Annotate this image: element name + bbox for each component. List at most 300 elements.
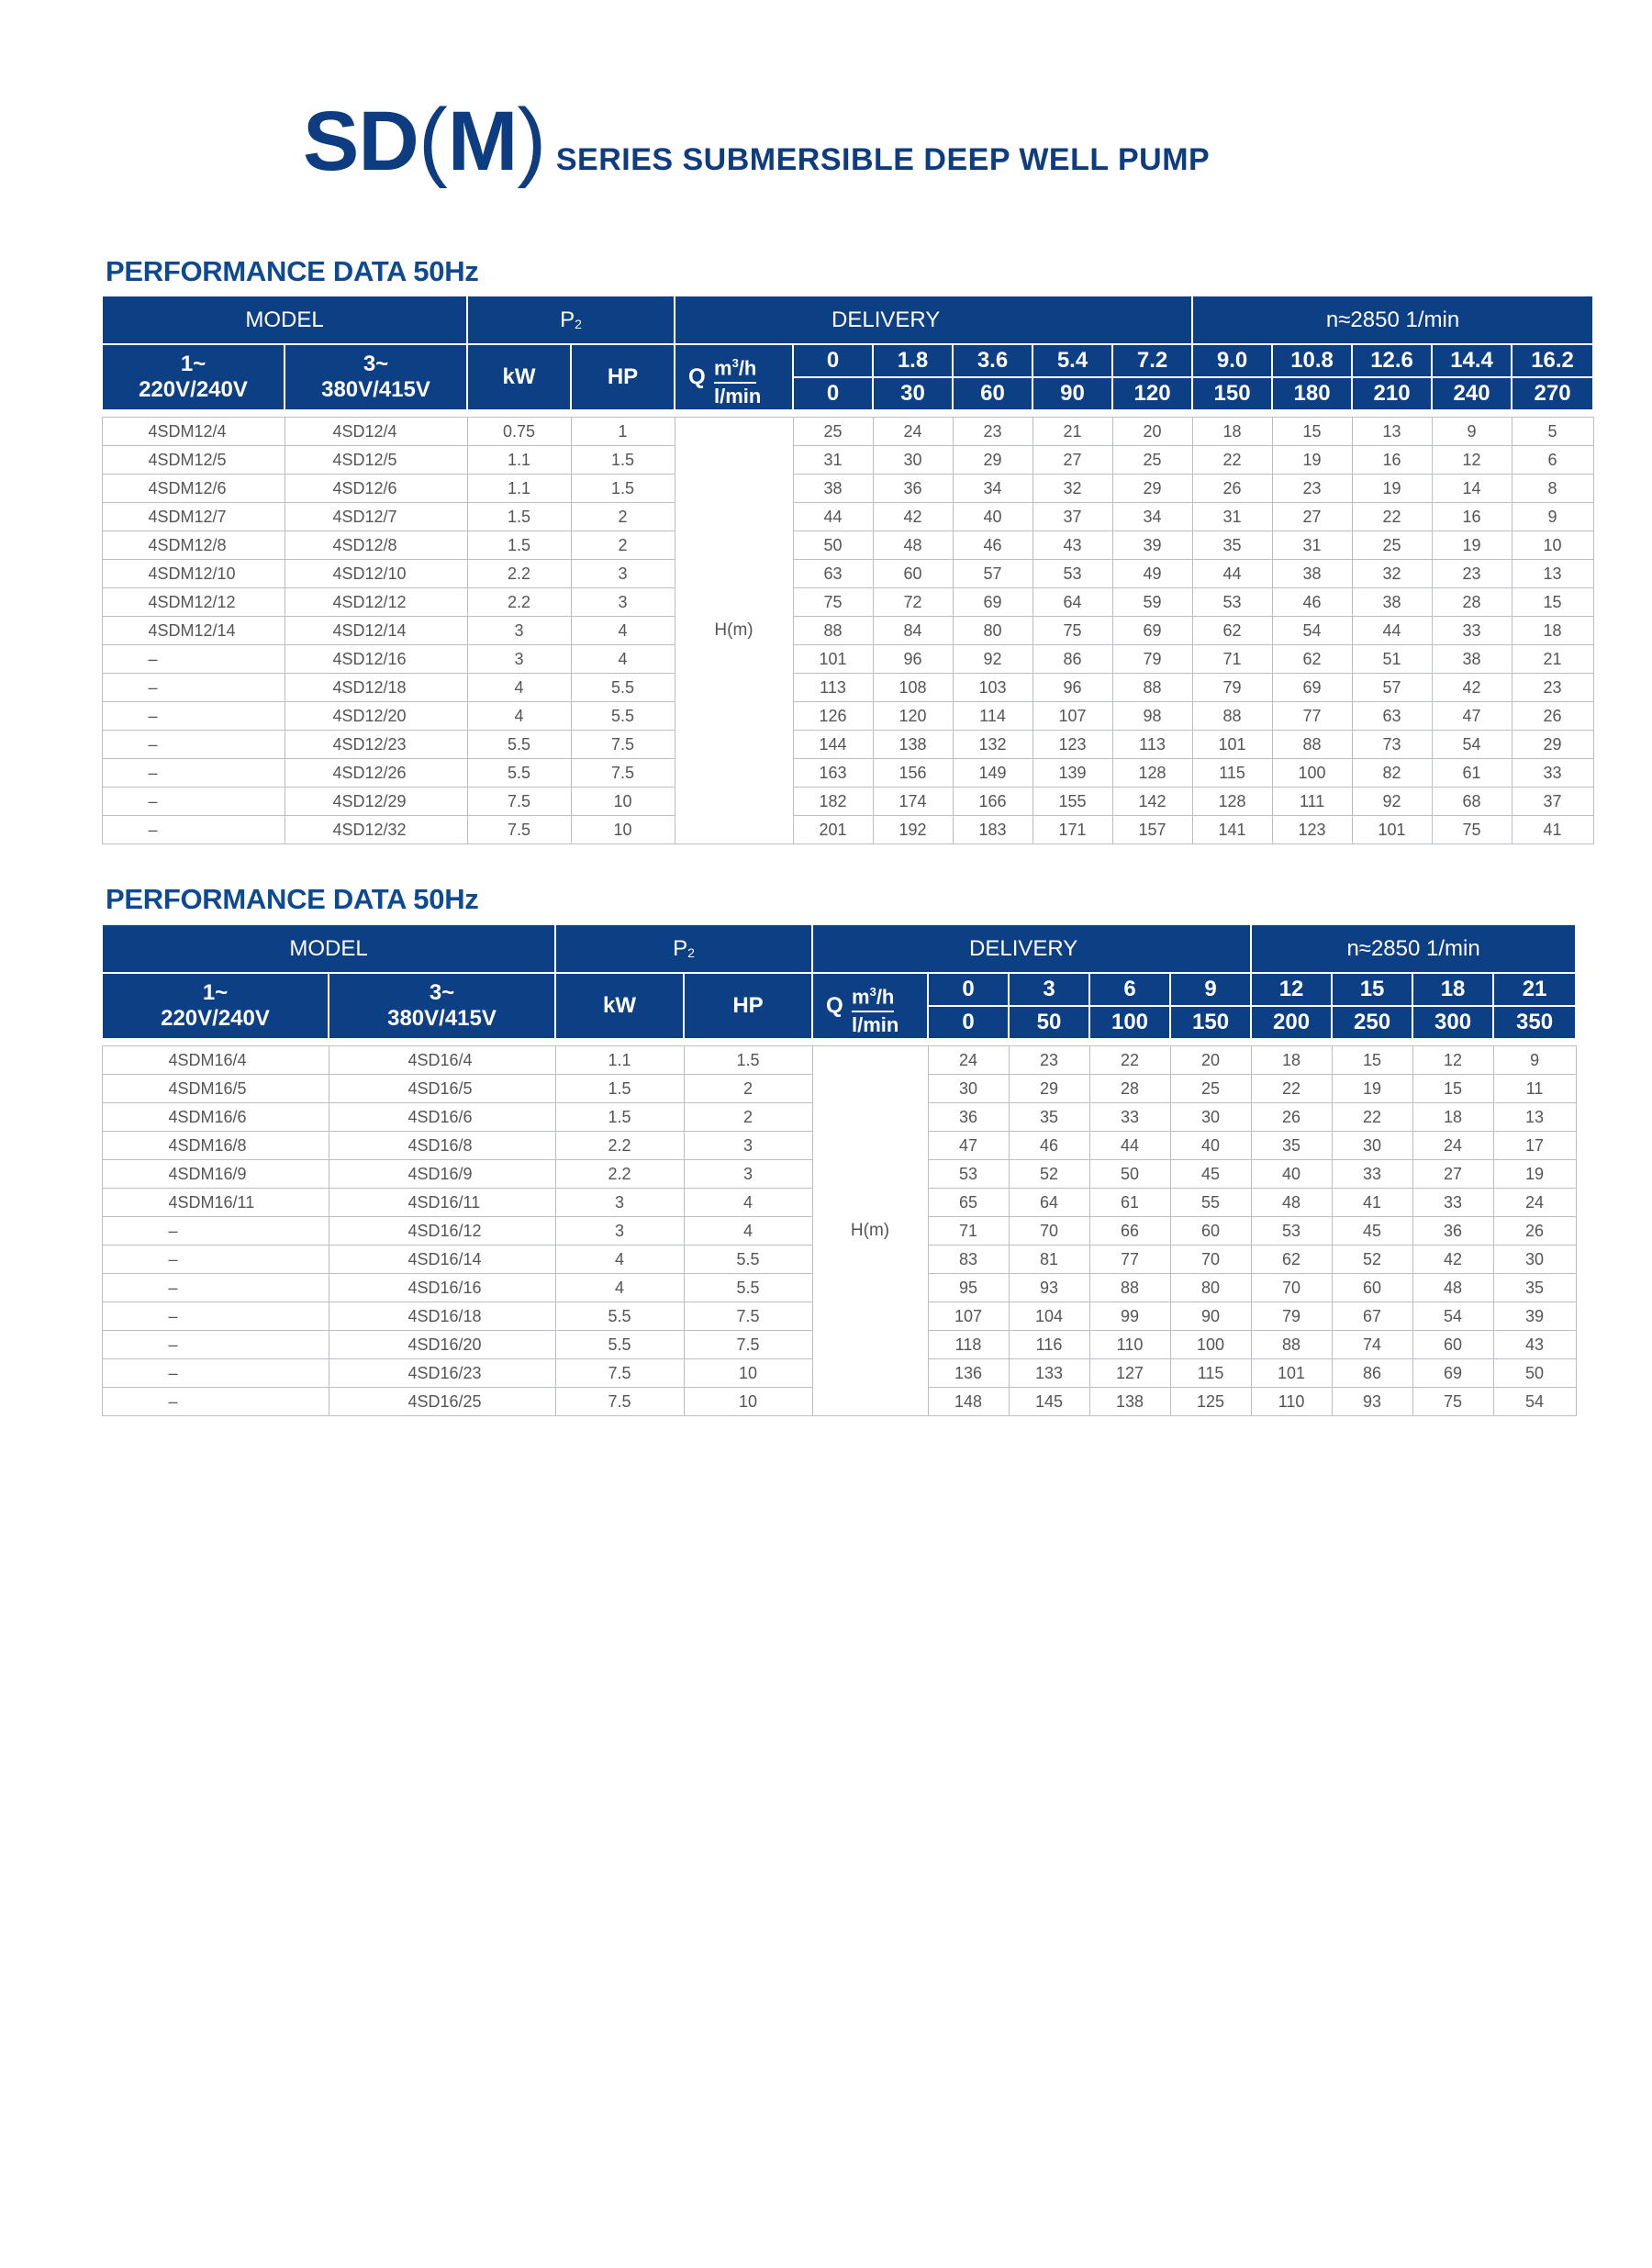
head-value: 48	[1412, 1274, 1493, 1302]
single-phase-model: –	[102, 702, 285, 731]
table-row	[102, 446, 1593, 475]
performance-table-1	[101, 295, 1594, 844]
power-hp: 5.5	[684, 1274, 812, 1302]
head-value: 25	[1112, 446, 1192, 475]
table-row	[102, 759, 1593, 788]
table-row	[102, 1046, 1576, 1075]
flow-m3h-value: 3.6	[953, 344, 1032, 377]
head-value: 57	[1352, 674, 1432, 702]
single-phase-model: 4SDM12/8	[102, 531, 285, 560]
title-subtitle: SERIES SUBMERSIBLE DEEP WELL PUMP	[555, 142, 1211, 177]
head-value: 88	[1112, 674, 1192, 702]
head-value: 16	[1432, 503, 1512, 531]
flow-unit-m3h	[714, 351, 756, 384]
flow-m3h-value: 14.4	[1432, 344, 1512, 377]
single-phase-model: –	[102, 674, 285, 702]
power-hp: 3	[684, 1132, 812, 1160]
flow-unit-header	[675, 344, 793, 410]
head-value: 171	[1032, 816, 1112, 844]
title-model-letter: M	[447, 95, 518, 188]
head-value: 201	[793, 816, 873, 844]
head-value: 16	[1352, 446, 1432, 475]
head-value: 27	[1272, 503, 1352, 531]
single-phase-model: –	[102, 1388, 329, 1416]
three-phase-model: 4SD16/25	[329, 1388, 555, 1416]
power-kw: 1.5	[555, 1075, 684, 1103]
head-label: H(m)	[812, 1046, 928, 1416]
head-value: 53	[928, 1160, 1009, 1189]
head-value: 31	[1272, 531, 1352, 560]
head-value: 42	[1432, 674, 1512, 702]
flow-m3h-value: 21	[1493, 973, 1576, 1006]
head-value: 55	[1170, 1189, 1251, 1217]
flow-m3h-value: 12.6	[1352, 344, 1432, 377]
flow-lmin-value: 150	[1192, 377, 1272, 410]
power-hp: 2	[571, 503, 675, 531]
head-value: 50	[1493, 1359, 1576, 1388]
head-value: 115	[1170, 1359, 1251, 1388]
head-value: 111	[1272, 788, 1352, 816]
head-value: 70	[1251, 1274, 1332, 1302]
head-value: 155	[1032, 788, 1112, 816]
single-phase-model: 4SDM16/9	[102, 1160, 329, 1189]
head-value: 41	[1332, 1189, 1412, 1217]
three-phase-header	[285, 344, 467, 410]
head-value: 24	[1493, 1189, 1576, 1217]
head-value: 113	[793, 674, 873, 702]
head-value: 88	[1272, 731, 1352, 759]
flow-m3h-value: 16.2	[1512, 344, 1593, 377]
flow-unit-header	[812, 973, 928, 1039]
flow-m3h-value: 6	[1089, 973, 1170, 1006]
three-phase-model: 4SD16/11	[329, 1189, 555, 1217]
head-value: 95	[928, 1274, 1009, 1302]
head-value: 141	[1192, 816, 1272, 844]
head-value: 108	[873, 674, 953, 702]
power-kw: 4	[467, 674, 571, 702]
head-value: 53	[1032, 560, 1112, 588]
power-hp: 1	[571, 418, 675, 446]
flow-lmin-value: 240	[1432, 377, 1512, 410]
head-value: 9	[1493, 1046, 1576, 1075]
head-value: 15	[1412, 1075, 1493, 1103]
power-kw: 2.2	[467, 588, 571, 617]
power-hp: 4	[684, 1217, 812, 1246]
table-row	[102, 645, 1593, 674]
single-phase-model: –	[102, 1302, 329, 1331]
head-value: 133	[1009, 1359, 1089, 1388]
head-value: 24	[1412, 1132, 1493, 1160]
head-value: 13	[1352, 418, 1432, 446]
single-phase-symbol: 1~	[180, 352, 206, 376]
power-hp: 10	[684, 1359, 812, 1388]
table-row	[102, 731, 1593, 759]
head-value: 116	[1009, 1331, 1089, 1359]
head-value: 136	[928, 1359, 1009, 1388]
head-value: 63	[793, 560, 873, 588]
power-kw: 3	[555, 1217, 684, 1246]
head-value: 25	[793, 418, 873, 446]
head-value: 11	[1493, 1075, 1576, 1103]
head-value: 88	[1251, 1331, 1332, 1359]
flow-lmin-value: 0	[793, 377, 873, 410]
flow-lmin-value: 100	[1089, 1006, 1170, 1039]
table-row	[102, 816, 1593, 844]
head-value: 79	[1251, 1302, 1332, 1331]
head-value: 86	[1332, 1359, 1412, 1388]
three-phase-model: 4SD12/7	[285, 503, 467, 531]
head-value: 60	[1412, 1331, 1493, 1359]
single-phase-model: –	[102, 1274, 329, 1302]
head-value: 88	[1192, 702, 1272, 731]
performance-table-2	[101, 923, 1577, 1416]
power-hp: 10	[571, 788, 675, 816]
head-value: 101	[1192, 731, 1272, 759]
table-row	[102, 475, 1593, 503]
head-value: 71	[928, 1217, 1009, 1246]
flow-lmin-value: 200	[1251, 1006, 1332, 1039]
head-value: 120	[873, 702, 953, 731]
head-value: 123	[1272, 816, 1352, 844]
head-value: 81	[1009, 1246, 1089, 1274]
flow-m3h-value: 1.8	[873, 344, 953, 377]
three-phase-model: 4SD12/29	[285, 788, 467, 816]
head-value: 86	[1032, 645, 1112, 674]
head-value: 75	[1412, 1388, 1493, 1416]
power-kw: 5.5	[467, 759, 571, 788]
power-hp: 10	[684, 1388, 812, 1416]
head-value: 70	[1009, 1217, 1089, 1246]
head-value: 23	[1512, 674, 1593, 702]
head-value: 72	[873, 588, 953, 617]
head-value: 35	[1251, 1132, 1332, 1160]
single-phase-model: 4SDM16/6	[102, 1103, 329, 1132]
head-value: 8	[1512, 475, 1593, 503]
p2-header	[555, 924, 812, 973]
flow-lmin-value: 120	[1112, 377, 1192, 410]
head-value: 101	[1251, 1359, 1332, 1388]
single-phase-model: –	[102, 1246, 329, 1274]
power-kw: 2.2	[555, 1160, 684, 1189]
flow-lmin-value: 50	[1009, 1006, 1089, 1039]
head-value: 54	[1493, 1388, 1576, 1416]
head-value: 32	[1032, 475, 1112, 503]
head-value: 31	[1192, 503, 1272, 531]
head-value: 101	[793, 645, 873, 674]
head-value: 83	[928, 1246, 1009, 1274]
power-hp: 1.5	[684, 1046, 812, 1075]
head-value: 52	[1009, 1160, 1089, 1189]
power-hp: 1.5	[571, 446, 675, 475]
three-phase-model: 4SD12/32	[285, 816, 467, 844]
head-value: 51	[1352, 645, 1432, 674]
head-value: 103	[953, 674, 1032, 702]
head-value: 41	[1512, 816, 1593, 844]
single-phase-model: 4SDM16/4	[102, 1046, 329, 1075]
head-value: 19	[1272, 446, 1352, 475]
power-hp: 5.5	[684, 1246, 812, 1274]
head-value: 37	[1032, 503, 1112, 531]
head-value: 37	[1512, 788, 1593, 816]
table-row	[102, 503, 1593, 531]
head-value: 64	[1032, 588, 1112, 617]
p2-header	[467, 296, 675, 344]
head-value: 15	[1512, 588, 1593, 617]
power-kw: 5.5	[467, 731, 571, 759]
power-hp: 5.5	[571, 702, 675, 731]
head-value: 75	[1032, 617, 1112, 645]
head-value: 40	[953, 503, 1032, 531]
head-value: 138	[1089, 1388, 1170, 1416]
head-value: 47	[1432, 702, 1512, 731]
head-value: 125	[1170, 1388, 1251, 1416]
power-kw: 3	[467, 645, 571, 674]
flow-units	[852, 979, 899, 1038]
head-value: 32	[1352, 560, 1432, 588]
head-value: 157	[1112, 816, 1192, 844]
head-value: 127	[1089, 1359, 1170, 1388]
head-value: 82	[1352, 759, 1432, 788]
head-value: 107	[928, 1302, 1009, 1331]
head-value: 23	[1009, 1046, 1089, 1075]
table-row	[102, 588, 1593, 617]
head-value: 24	[873, 418, 953, 446]
kw-header: kW	[467, 344, 571, 410]
head-value: 10	[1512, 531, 1593, 560]
head-value: 93	[1009, 1274, 1089, 1302]
power-kw: 1.5	[555, 1103, 684, 1132]
flow-lmin-value: 180	[1272, 377, 1352, 410]
head-value: 34	[953, 475, 1032, 503]
head-value: 34	[1112, 503, 1192, 531]
head-value: 47	[928, 1132, 1009, 1160]
power-kw: 2.2	[555, 1132, 684, 1160]
head-value: 46	[1272, 588, 1352, 617]
head-value: 68	[1432, 788, 1512, 816]
power-kw: 2.2	[467, 560, 571, 588]
head-value: 35	[1493, 1274, 1576, 1302]
power-kw: 7.5	[467, 788, 571, 816]
hp-header: HP	[684, 973, 812, 1039]
single-phase-model: 4SDM12/14	[102, 617, 285, 645]
head-value: 22	[1192, 446, 1272, 475]
head-value: 43	[1493, 1331, 1576, 1359]
head-value: 26	[1192, 475, 1272, 503]
head-value: 13	[1493, 1103, 1576, 1132]
p2-subscript: 2	[575, 316, 582, 331]
head-value: 132	[953, 731, 1032, 759]
three-phase-model: 4SD12/14	[285, 617, 467, 645]
three-phase-model: 4SD16/14	[329, 1246, 555, 1274]
power-kw: 7.5	[467, 816, 571, 844]
head-value: 19	[1352, 475, 1432, 503]
flow-unit-m3h	[852, 979, 894, 1012]
head-value: 22	[1352, 503, 1432, 531]
three-phase-model: 4SD12/6	[285, 475, 467, 503]
table-row	[102, 560, 1593, 588]
power-hp: 4	[684, 1189, 812, 1217]
head-value: 23	[953, 418, 1032, 446]
head-value: 18	[1512, 617, 1593, 645]
power-hp: 7.5	[571, 759, 675, 788]
head-value: 114	[953, 702, 1032, 731]
head-value: 107	[1032, 702, 1112, 731]
head-value: 25	[1170, 1075, 1251, 1103]
head-value: 38	[1272, 560, 1352, 588]
head-value: 33	[1332, 1160, 1412, 1189]
flow-lmin-value: 250	[1332, 1006, 1412, 1039]
head-value: 6	[1512, 446, 1593, 475]
table-row	[102, 674, 1593, 702]
head-value: 38	[1352, 588, 1432, 617]
three-phase-model: 4SD16/4	[329, 1046, 555, 1075]
power-kw: 4	[555, 1274, 684, 1302]
power-kw: 1.1	[467, 446, 571, 475]
flow-lmin-value: 270	[1512, 377, 1593, 410]
kw-header: kW	[555, 973, 684, 1039]
head-value: 26	[1512, 702, 1593, 731]
head-value: 44	[793, 503, 873, 531]
head-value: 9	[1512, 503, 1593, 531]
head-value: 18	[1412, 1103, 1493, 1132]
head-value: 115	[1192, 759, 1272, 788]
three-phase-symbol: 3~	[363, 352, 389, 376]
head-value: 42	[1412, 1246, 1493, 1274]
single-phase-model: 4SDM12/12	[102, 588, 285, 617]
three-phase-model: 4SD12/4	[285, 418, 467, 446]
three-phase-model: 4SD12/26	[285, 759, 467, 788]
head-value: 62	[1272, 645, 1352, 674]
flow-unit-exponent: 3	[869, 985, 876, 999]
flow-lmin-value: 0	[928, 1006, 1009, 1039]
model-header: MODEL	[102, 296, 467, 344]
head-value: 48	[1251, 1189, 1332, 1217]
head-value: 19	[1332, 1075, 1412, 1103]
head-value: 63	[1352, 702, 1432, 731]
head-value: 69	[1272, 674, 1352, 702]
head-value: 144	[793, 731, 873, 759]
head-value: 71	[1192, 645, 1272, 674]
head-value: 33	[1089, 1103, 1170, 1132]
head-value: 9	[1432, 418, 1512, 446]
head-value: 38	[793, 475, 873, 503]
head-value: 5	[1512, 418, 1593, 446]
head-value: 149	[953, 759, 1032, 788]
p2-subscript: 2	[687, 944, 695, 960]
three-phase-model: 4SD16/18	[329, 1302, 555, 1331]
head-value: 113	[1112, 731, 1192, 759]
delivery-header: DELIVERY	[675, 296, 1192, 344]
head-value: 79	[1112, 645, 1192, 674]
single-phase-model: –	[102, 645, 285, 674]
head-value: 30	[873, 446, 953, 475]
flow-m3h-value: 10.8	[1272, 344, 1352, 377]
head-value: 62	[1192, 617, 1272, 645]
head-value: 163	[793, 759, 873, 788]
head-value: 92	[1352, 788, 1432, 816]
head-value: 166	[953, 788, 1032, 816]
power-kw: 7.5	[555, 1359, 684, 1388]
head-value: 183	[953, 816, 1032, 844]
head-value: 64	[1009, 1189, 1089, 1217]
three-phase-model: 4SD12/16	[285, 645, 467, 674]
head-value: 36	[873, 475, 953, 503]
table-row	[102, 617, 1593, 645]
model-header: MODEL	[102, 924, 555, 973]
head-value: 126	[793, 702, 873, 731]
head-value: 61	[1432, 759, 1512, 788]
head-value: 50	[793, 531, 873, 560]
head-value: 42	[873, 503, 953, 531]
three-phase-model: 4SD12/20	[285, 702, 467, 731]
title-paren-close: )	[517, 91, 547, 189]
three-phase-model: 4SD16/6	[329, 1103, 555, 1132]
head-value: 30	[1170, 1103, 1251, 1132]
head-value: 118	[928, 1331, 1009, 1359]
flow-unit-lmin: l/min	[714, 385, 762, 408]
head-value: 75	[1432, 816, 1512, 844]
three-phase-voltage: 380V/415V	[387, 1006, 497, 1031]
head-value: 53	[1251, 1217, 1332, 1246]
document-title	[303, 90, 1210, 200]
delivery-header: DELIVERY	[812, 924, 1251, 973]
single-phase-model: 4SDM12/4	[102, 418, 285, 446]
table-row	[102, 418, 1593, 446]
head-value: 49	[1112, 560, 1192, 588]
head-value: 19	[1432, 531, 1512, 560]
power-hp: 5.5	[571, 674, 675, 702]
head-value: 53	[1192, 588, 1272, 617]
flow-m3h-value: 0	[928, 973, 1009, 1006]
power-kw: 5.5	[555, 1331, 684, 1359]
three-phase-model: 4SD16/12	[329, 1217, 555, 1246]
head-value: 59	[1112, 588, 1192, 617]
head-value: 40	[1251, 1160, 1332, 1189]
power-kw: 1.5	[467, 503, 571, 531]
head-value: 110	[1089, 1331, 1170, 1359]
three-phase-model: 4SD16/23	[329, 1359, 555, 1388]
head-value: 28	[1089, 1075, 1170, 1103]
head-value: 18	[1251, 1046, 1332, 1075]
head-value: 27	[1032, 446, 1112, 475]
head-value: 29	[953, 446, 1032, 475]
power-hp: 4	[571, 617, 675, 645]
power-hp: 3	[684, 1160, 812, 1189]
head-value: 26	[1493, 1217, 1576, 1246]
head-value: 65	[928, 1189, 1009, 1217]
head-value: 35	[1009, 1103, 1089, 1132]
head-value: 61	[1089, 1189, 1170, 1217]
head-value: 50	[1089, 1160, 1170, 1189]
single-phase-model: –	[102, 788, 285, 816]
head-value: 139	[1032, 759, 1112, 788]
head-value: 30	[1332, 1132, 1412, 1160]
head-value: 30	[1493, 1246, 1576, 1274]
table-row	[102, 531, 1593, 560]
head-value: 93	[1332, 1388, 1412, 1416]
head-value: 15	[1332, 1046, 1412, 1075]
flow-m3h-value: 5.4	[1032, 344, 1112, 377]
head-value: 54	[1412, 1302, 1493, 1331]
head-value: 12	[1412, 1046, 1493, 1075]
flow-unit-lmin: l/min	[852, 1013, 899, 1037]
three-phase-model: 4SD12/18	[285, 674, 467, 702]
table-row	[102, 702, 1593, 731]
head-value: 44	[1089, 1132, 1170, 1160]
head-value: 44	[1352, 617, 1432, 645]
single-phase-voltage: 220V/240V	[139, 377, 248, 402]
single-phase-model: 4SDM16/8	[102, 1132, 329, 1160]
